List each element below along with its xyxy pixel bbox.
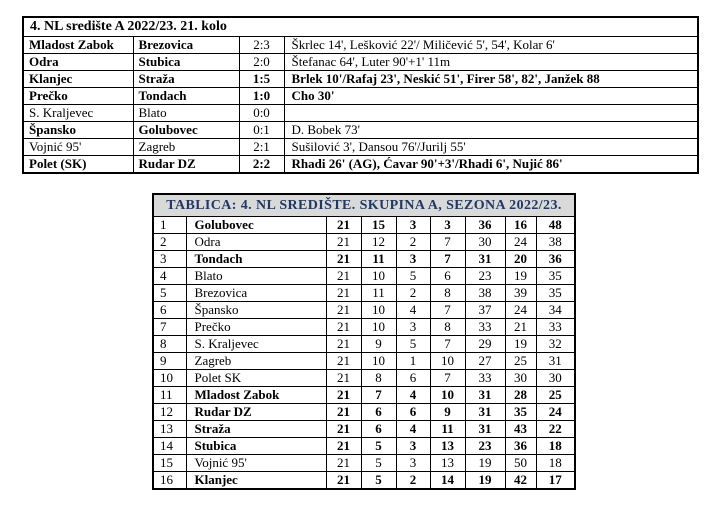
draws: 3 bbox=[396, 438, 430, 455]
match-row bbox=[23, 71, 698, 88]
team-name: Straža bbox=[186, 421, 326, 438]
losses: 7 bbox=[430, 234, 465, 251]
goals-for: 33 bbox=[465, 370, 505, 387]
goals-against: 43 bbox=[505, 421, 536, 438]
wins: 15 bbox=[361, 217, 396, 234]
points: 24 bbox=[536, 404, 575, 421]
position: 12 bbox=[153, 404, 186, 421]
home-team: Klanjec bbox=[23, 71, 133, 88]
goals-for: 19 bbox=[465, 472, 505, 490]
standings-title: TABLICA: 4. NL SREDIŠTE. SKUPINA A, SEZONA 2022/23. bbox=[153, 194, 575, 217]
team-name: Rudar DZ bbox=[186, 404, 326, 421]
goals-for: 23 bbox=[465, 268, 505, 285]
goals-for: 38 bbox=[465, 285, 505, 302]
losses: 7 bbox=[430, 336, 465, 353]
games-played: 21 bbox=[326, 302, 361, 319]
goals-against: 35 bbox=[505, 404, 536, 421]
standings-row bbox=[153, 336, 575, 353]
home-team: Špansko bbox=[23, 122, 133, 139]
losses: 9 bbox=[430, 404, 465, 421]
position: 2 bbox=[153, 234, 186, 251]
position: 8 bbox=[153, 336, 186, 353]
goals-for: 30 bbox=[465, 234, 505, 251]
match-row bbox=[23, 88, 698, 105]
goals-for: 36 bbox=[465, 217, 505, 234]
games-played: 21 bbox=[326, 234, 361, 251]
away-team: Brezovica bbox=[133, 37, 239, 54]
match-score: 1:0 bbox=[239, 88, 284, 105]
draws: 2 bbox=[396, 234, 430, 251]
standings-row bbox=[153, 319, 575, 336]
team-name: Špansko bbox=[186, 302, 326, 319]
draws: 5 bbox=[396, 268, 430, 285]
goals-against: 16 bbox=[505, 217, 536, 234]
losses: 8 bbox=[430, 319, 465, 336]
standings-row bbox=[153, 438, 575, 455]
points: 22 bbox=[536, 421, 575, 438]
games-played: 21 bbox=[326, 387, 361, 404]
wins: 10 bbox=[361, 319, 396, 336]
results-title: 4. NL središte A 2022/23. 21. kolo bbox=[23, 17, 698, 37]
points: 32 bbox=[536, 336, 575, 353]
standings-row bbox=[153, 472, 575, 490]
goals-for: 19 bbox=[465, 455, 505, 472]
match-scorers: Cho 30' bbox=[284, 88, 698, 105]
losses: 10 bbox=[430, 353, 465, 370]
team-name: Zagreb bbox=[186, 353, 326, 370]
losses: 13 bbox=[430, 455, 465, 472]
points: 30 bbox=[536, 370, 575, 387]
wins: 11 bbox=[361, 251, 396, 268]
points: 25 bbox=[536, 387, 575, 404]
draws: 3 bbox=[396, 251, 430, 268]
match-row bbox=[23, 122, 698, 139]
wins: 5 bbox=[361, 472, 396, 490]
games-played: 21 bbox=[326, 251, 361, 268]
losses: 14 bbox=[430, 472, 465, 490]
team-name: Brezovica bbox=[186, 285, 326, 302]
team-name: Polet SK bbox=[186, 370, 326, 387]
goals-for: 27 bbox=[465, 353, 505, 370]
home-team: Mladost Zabok bbox=[23, 37, 133, 54]
team-name: Odra bbox=[186, 234, 326, 251]
position: 3 bbox=[153, 251, 186, 268]
wins: 11 bbox=[361, 285, 396, 302]
points: 38 bbox=[536, 234, 575, 251]
team-name: Tondach bbox=[186, 251, 326, 268]
points: 33 bbox=[536, 319, 575, 336]
match-row bbox=[23, 37, 698, 54]
wins: 5 bbox=[361, 455, 396, 472]
home-team: Odra bbox=[23, 54, 133, 71]
home-team: Prečko bbox=[23, 88, 133, 105]
standings-row bbox=[153, 421, 575, 438]
draws: 1 bbox=[396, 353, 430, 370]
results-title-row bbox=[23, 17, 698, 37]
wins: 10 bbox=[361, 353, 396, 370]
draws: 3 bbox=[396, 455, 430, 472]
match-scorers bbox=[284, 105, 698, 122]
games-played: 21 bbox=[326, 472, 361, 490]
wins: 7 bbox=[361, 387, 396, 404]
games-played: 21 bbox=[326, 336, 361, 353]
goals-against: 36 bbox=[505, 438, 536, 455]
losses: 7 bbox=[430, 302, 465, 319]
match-scorers: Štefanac 64', Luter 90'+1' 11m bbox=[284, 54, 698, 71]
points: 18 bbox=[536, 455, 575, 472]
away-team: Zagreb bbox=[133, 139, 239, 156]
draws: 2 bbox=[396, 472, 430, 490]
team-name: Golubovec bbox=[186, 217, 326, 234]
match-scorers: D. Bobek 73' bbox=[284, 122, 698, 139]
points: 17 bbox=[536, 472, 575, 490]
games-played: 21 bbox=[326, 421, 361, 438]
goals-against: 42 bbox=[505, 472, 536, 490]
match-score: 2:3 bbox=[239, 37, 284, 54]
goals-against: 24 bbox=[505, 234, 536, 251]
games-played: 21 bbox=[326, 404, 361, 421]
standings-table bbox=[152, 193, 576, 490]
games-played: 21 bbox=[326, 319, 361, 336]
standings-row bbox=[153, 234, 575, 251]
match-score: 0:1 bbox=[239, 122, 284, 139]
losses: 13 bbox=[430, 438, 465, 455]
position: 1 bbox=[153, 217, 186, 234]
wins: 10 bbox=[361, 302, 396, 319]
goals-for: 31 bbox=[465, 421, 505, 438]
games-played: 21 bbox=[326, 285, 361, 302]
position: 5 bbox=[153, 285, 186, 302]
team-name: Blato bbox=[186, 268, 326, 285]
standings-row bbox=[153, 217, 575, 234]
standings-row bbox=[153, 268, 575, 285]
position: 15 bbox=[153, 455, 186, 472]
position: 7 bbox=[153, 319, 186, 336]
match-score: 2:0 bbox=[239, 54, 284, 71]
wins: 6 bbox=[361, 421, 396, 438]
wins: 10 bbox=[361, 268, 396, 285]
goals-against: 21 bbox=[505, 319, 536, 336]
match-row bbox=[23, 54, 698, 71]
position: 4 bbox=[153, 268, 186, 285]
draws: 6 bbox=[396, 370, 430, 387]
goals-against: 50 bbox=[505, 455, 536, 472]
position: 10 bbox=[153, 370, 186, 387]
standings-row bbox=[153, 370, 575, 387]
match-scorers: Brlek 10'/Rafaj 23', Neskić 51', Firer 58', 82', Janžek 88 bbox=[284, 71, 698, 88]
losses: 8 bbox=[430, 285, 465, 302]
points: 18 bbox=[536, 438, 575, 455]
home-team: Polet (SK) bbox=[23, 156, 133, 174]
match-score: 1:5 bbox=[239, 71, 284, 88]
points: 35 bbox=[536, 268, 575, 285]
goals-against: 24 bbox=[505, 302, 536, 319]
standings-row bbox=[153, 302, 575, 319]
position: 14 bbox=[153, 438, 186, 455]
points: 48 bbox=[536, 217, 575, 234]
losses: 7 bbox=[430, 251, 465, 268]
team-name: Stubica bbox=[186, 438, 326, 455]
standings-row bbox=[153, 285, 575, 302]
goals-for: 31 bbox=[465, 387, 505, 404]
points: 35 bbox=[536, 285, 575, 302]
match-row bbox=[23, 156, 698, 174]
goals-for: 29 bbox=[465, 336, 505, 353]
losses: 7 bbox=[430, 370, 465, 387]
wins: 8 bbox=[361, 370, 396, 387]
points: 36 bbox=[536, 251, 575, 268]
games-played: 21 bbox=[326, 438, 361, 455]
losses: 10 bbox=[430, 387, 465, 404]
team-name: Mladost Zabok bbox=[186, 387, 326, 404]
match-scorers: Škrlec 14', Lešković 22'/ Miličević 5', 54', Kolar 6' bbox=[284, 37, 698, 54]
position: 13 bbox=[153, 421, 186, 438]
team-name: S. Kraljevec bbox=[186, 336, 326, 353]
games-played: 21 bbox=[326, 217, 361, 234]
losses: 3 bbox=[430, 217, 465, 234]
draws: 6 bbox=[396, 404, 430, 421]
position: 6 bbox=[153, 302, 186, 319]
draws: 5 bbox=[396, 336, 430, 353]
wins: 9 bbox=[361, 336, 396, 353]
standings-row bbox=[153, 353, 575, 370]
match-scorers: Rhadi 26' (AG), Ćavar 90'+3'/Rhadi 6', Nujić 86' bbox=[284, 156, 698, 174]
position: 11 bbox=[153, 387, 186, 404]
match-score: 2:2 bbox=[239, 156, 284, 174]
goals-against: 19 bbox=[505, 268, 536, 285]
match-score: 2:1 bbox=[239, 139, 284, 156]
away-team: Tondach bbox=[133, 88, 239, 105]
standings-row bbox=[153, 455, 575, 472]
home-team: S. Kraljevec bbox=[23, 105, 133, 122]
standings-title-row bbox=[153, 194, 575, 217]
away-team: Stubica bbox=[133, 54, 239, 71]
match-row bbox=[23, 139, 698, 156]
games-played: 21 bbox=[326, 455, 361, 472]
team-name: Prečko bbox=[186, 319, 326, 336]
draws: 3 bbox=[396, 217, 430, 234]
home-team: Vojnić 95' bbox=[23, 139, 133, 156]
losses: 11 bbox=[430, 421, 465, 438]
match-score: 0:0 bbox=[239, 105, 284, 122]
goals-against: 20 bbox=[505, 251, 536, 268]
goals-for: 31 bbox=[465, 404, 505, 421]
losses: 6 bbox=[430, 268, 465, 285]
results-table bbox=[22, 16, 699, 174]
games-played: 21 bbox=[326, 353, 361, 370]
away-team: Golubovec bbox=[133, 122, 239, 139]
draws: 3 bbox=[396, 319, 430, 336]
match-scorers: Sušilović 3', Dansou 76'/Jurilj 55' bbox=[284, 139, 698, 156]
points: 34 bbox=[536, 302, 575, 319]
team-name: Klanjec bbox=[186, 472, 326, 490]
goals-for: 33 bbox=[465, 319, 505, 336]
goals-against: 19 bbox=[505, 336, 536, 353]
goals-for: 31 bbox=[465, 251, 505, 268]
wins: 5 bbox=[361, 438, 396, 455]
standings-row bbox=[153, 404, 575, 421]
away-team: Blato bbox=[133, 105, 239, 122]
draws: 4 bbox=[396, 387, 430, 404]
draws: 4 bbox=[396, 302, 430, 319]
position: 9 bbox=[153, 353, 186, 370]
wins: 12 bbox=[361, 234, 396, 251]
goals-against: 39 bbox=[505, 285, 536, 302]
position: 16 bbox=[153, 472, 186, 490]
team-name: Vojnić 95' bbox=[186, 455, 326, 472]
away-team: Rudar DZ bbox=[133, 156, 239, 174]
goals-against: 28 bbox=[505, 387, 536, 404]
draws: 2 bbox=[396, 285, 430, 302]
goals-against: 25 bbox=[505, 353, 536, 370]
wins: 6 bbox=[361, 404, 396, 421]
games-played: 21 bbox=[326, 268, 361, 285]
draws: 4 bbox=[396, 421, 430, 438]
standings-row bbox=[153, 387, 575, 404]
games-played: 21 bbox=[326, 370, 361, 387]
goals-for: 23 bbox=[465, 438, 505, 455]
match-row bbox=[23, 105, 698, 122]
goals-for: 37 bbox=[465, 302, 505, 319]
goals-against: 30 bbox=[505, 370, 536, 387]
points: 31 bbox=[536, 353, 575, 370]
away-team: Straža bbox=[133, 71, 239, 88]
standings-row bbox=[153, 251, 575, 268]
